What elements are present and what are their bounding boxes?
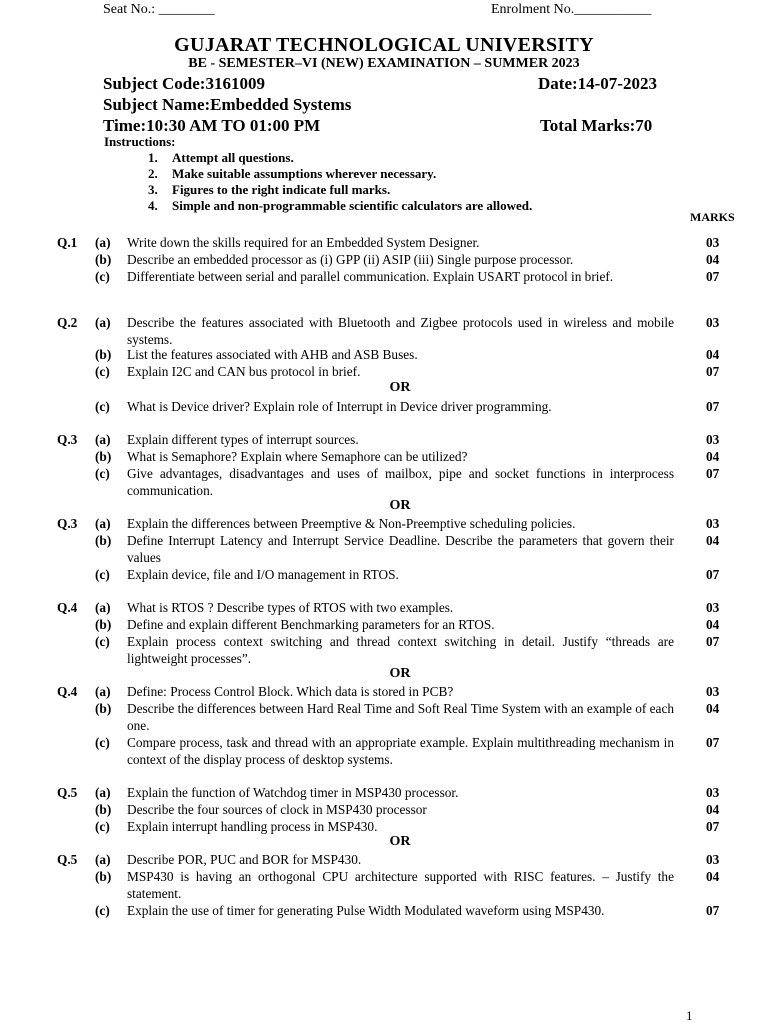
question-number: Q.3 [57,516,78,531]
question-part: (c) [95,567,110,582]
question-text: Explain I2C and CAN bus protocol in brief. [127,364,361,379]
question-part: (c) [95,399,110,414]
question-text: Describe an embedded processor as (i) GPP (ii) ASIP (iii) Single purpose processor. [127,252,574,267]
question-marks: 07 [706,399,720,414]
question-marks: 07 [706,466,720,481]
question-part: (a) [95,432,111,447]
question-marks: 03 [706,852,720,867]
or-separator: OR [389,498,411,513]
question-marks: 07 [706,269,720,284]
university-title: GUJARAT TECHNOLOGICAL UNIVERSITY [174,34,594,56]
instruction-item [148,182,532,198]
question-marks: 07 [706,735,720,750]
question-text: What is Semaphore? Explain where Semaphore can be utilized? [127,449,468,464]
question-number: Q.1 [57,235,78,250]
question-marks: 07 [706,567,720,582]
question-number: Q.2 [57,315,78,330]
question-text: Give advantages, disadvantages and uses of mailbox, pipe and socket functions in interprocess communication. [127,466,674,498]
instruction-item [148,198,532,214]
question-text: Explain interrupt handling process in MSP430. [127,819,378,834]
question-marks: 07 [706,819,720,834]
question-marks: 07 [706,634,720,649]
total-marks: Total Marks:70 [540,116,653,135]
question-marks: 04 [706,449,720,464]
exam-date: Date:14-07-2023 [538,74,657,93]
question-part: (b) [95,347,112,362]
instruction-text: Figures to the right indicate full marks. [172,182,391,197]
question-text: Explain the differences between Preemptive & Non-Preemptive scheduling policies. [127,516,576,531]
instruction-number: 4. [148,198,158,213]
question-part: (a) [95,852,111,867]
question-marks: 03 [706,315,720,330]
instruction-text: Simple and non-programmable scientific calculators are allowed. [172,198,533,213]
question-part: (c) [95,634,110,649]
instruction-item [148,150,532,166]
question-text: Describe POR, PUC and BOR for MSP430. [127,852,362,867]
question-marks: 04 [706,252,720,267]
instructions-list [148,150,532,214]
question-part: (b) [95,802,112,817]
seat-number-field: Seat No.: ________ [103,2,215,17]
question-part: (c) [95,735,110,750]
instruction-number: 1. [148,150,158,165]
subject-name: Subject Name:Embedded Systems [103,95,352,114]
question-part: (b) [95,252,112,267]
question-part: (a) [95,684,111,699]
or-separator: OR [389,834,411,849]
exam-title: BE - SEMESTER–VI (NEW) EXAMINATION – SUMMER 2023 [188,56,580,71]
question-marks: 03 [706,432,720,447]
question-text: What is Device driver? Explain role of Interrupt in Device driver programming. [127,399,552,414]
or-separator: OR [389,666,411,681]
question-text: Define Interrupt Latency and Interrupt Service Deadline. Describe the parameters that govern their values [127,533,674,565]
question-marks: 03 [706,516,720,531]
question-marks: 04 [706,533,720,548]
question-part: (c) [95,269,110,284]
question-text: Describe the differences between Hard Real Time and Soft Real Time System with an example of each one. [127,701,675,733]
question-number: Q.4 [57,684,78,699]
question-number: Q.4 [57,600,78,615]
question-marks: 04 [706,869,720,884]
question-text: Explain different types of interrupt sources. [127,432,359,447]
instruction-text: Attempt all questions. [172,150,294,165]
question-part: (c) [95,819,110,834]
question-text: What is RTOS ? Describe types of RTOS with two examples. [127,600,454,615]
question-text: Define: Process Control Block. Which data is stored in PCB? [127,684,454,699]
question-text: Describe the four sources of clock in MSP430 processor [127,802,427,817]
question-part: (c) [95,364,110,379]
question-part: (a) [95,315,111,330]
question-marks: 04 [706,802,720,817]
question-number: Q.5 [57,852,78,867]
question-part: (a) [95,785,111,800]
question-marks: 03 [706,600,720,615]
instruction-number: 2. [148,166,158,181]
page-number: 1 [686,1008,693,1023]
question-text: Describe the features associated with Bluetooth and Zigbee protocols used in wireless and mobile systems. [127,315,674,347]
instruction-item [148,166,532,182]
or-separator: OR [389,380,411,395]
marks-column-header: MARKS [690,210,735,224]
question-part: (b) [95,617,112,632]
question-marks: 04 [706,347,720,362]
question-number: Q.5 [57,785,78,800]
question-text: List the features associated with AHB and ASB Buses. [127,347,418,362]
question-text: Define and explain different Benchmarking parameters for an RTOS. [127,617,495,632]
instruction-number: 3. [148,182,158,197]
question-text: MSP430 is having an orthogonal CPU architecture supported with RISC features. – Justify the statement. [127,869,674,901]
question-marks: 07 [706,903,720,918]
question-number: Q.3 [57,432,78,447]
question-marks: 03 [706,785,720,800]
question-text: Explain process context switching and thread context switching in detail. Justify “threads are lightweight processes”. [127,634,674,666]
question-part: (a) [95,235,111,250]
question-part: (b) [95,533,112,548]
question-text: Compare process, task and thread with an appropriate example. Explain multithreading mechanism in context of the display process of desktop systems. [127,735,674,767]
question-text: Differentiate between serial and parallel communication. Explain USART protocol in brief. [127,269,614,284]
question-part: (a) [95,516,111,531]
question-part: (b) [95,449,112,464]
exam-time: Time:10:30 AM TO 01:00 PM [103,116,321,135]
question-text: Write down the skills required for an Embedded System Designer. [127,235,480,250]
question-marks: 03 [706,684,720,699]
question-text: Explain the use of timer for generating Pulse Width Modulated waveform using MSP430. [127,903,605,918]
subject-code: Subject Code:3161009 [103,74,265,93]
question-part: (c) [95,903,110,918]
question-marks: 03 [706,235,720,250]
question-part: (b) [95,869,112,884]
question-text: Explain device, file and I/O management in RTOS. [127,567,399,582]
question-text: Explain the function of Watchdog timer in MSP430 processor. [127,785,459,800]
instruction-text: Make suitable assumptions wherever necessary. [172,166,437,181]
question-part: (a) [95,600,111,615]
instructions-title: Instructions: [104,134,176,149]
question-marks: 07 [706,364,720,379]
enrolment-number-field: Enrolment No.___________ [491,2,652,17]
question-marks: 04 [706,701,720,716]
question-part: (b) [95,701,112,716]
question-part: (c) [95,466,110,481]
question-marks: 04 [706,617,720,632]
